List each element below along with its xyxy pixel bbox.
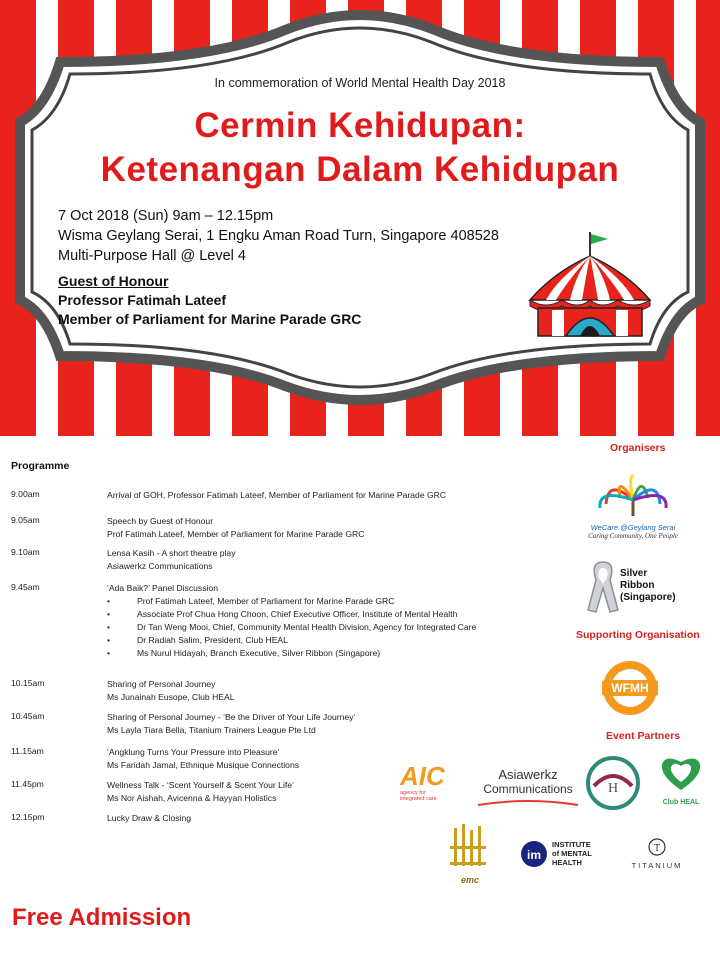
programme-description xyxy=(107,582,551,660)
programme-line: Sharing of Personal Journey xyxy=(107,679,216,689)
clubheal-heart-icon xyxy=(656,752,706,794)
event-subtitle: In commemoration of World Mental Health Day 2018 xyxy=(214,76,506,90)
programme-time: 11.45pm xyxy=(11,779,44,789)
programme-line: Ms Faridah Jamal, Ethnique Musique Connections xyxy=(107,760,300,770)
clubheal-text: Club HEAL xyxy=(662,799,700,806)
imh-line1: INSTITUTE xyxy=(552,840,591,849)
wecare-logo xyxy=(578,474,688,544)
programme-time: 11.15am xyxy=(11,746,44,756)
programme-description xyxy=(107,515,551,541)
aic-text: AIC xyxy=(400,761,445,791)
programme-description xyxy=(107,547,551,573)
panelist-item: • Dr Tan Weng Mooi, Chief, Community Mental Health Division, Agency for Integrated Care xyxy=(107,621,551,634)
programme-row xyxy=(11,489,551,515)
programme-line: Ms Nor Aishah, Avicenna & Hayyan Holistics xyxy=(107,793,277,803)
avicenna-hayyan-logo xyxy=(586,756,640,810)
event-hall: Multi-Purpose Hall @ Level 4 xyxy=(58,248,246,264)
titanium-logo xyxy=(622,838,692,872)
programme-line: Speech by Guest of Honour xyxy=(107,516,214,526)
titanium-emblem-icon xyxy=(648,838,666,856)
programme-time: 9.05am xyxy=(11,515,40,525)
emc-logo xyxy=(446,822,494,884)
guest-heading: Guest of Honour xyxy=(58,273,169,289)
partners-heading: Event Partners xyxy=(606,730,681,742)
asiawerkz-sub: Communications xyxy=(483,782,573,796)
programme-line: Lensa Kasih - A short theatre play xyxy=(107,548,236,558)
programme-row xyxy=(11,547,551,582)
emc-angklung-icon xyxy=(446,822,494,872)
programme-time: 9.00am xyxy=(11,489,40,499)
panelist-item: • Dr Radiah Salim, President, Club HEAL xyxy=(107,634,551,647)
programme-title: Programme xyxy=(11,460,70,472)
clubheal-logo xyxy=(656,752,706,808)
wfmh-logo xyxy=(588,660,672,716)
emc-text: emc xyxy=(460,875,479,885)
aic-sub2: integrated care xyxy=(400,796,437,802)
panelist-item: • Prof Fatimah Lateef, Member of Parliament for Marine Parade GRC xyxy=(107,595,551,608)
wecare-tree-icon xyxy=(578,474,688,518)
programme-line: Sharing of Personal Journey - ‘Be the Driver of Your Life Journey’ xyxy=(107,712,356,722)
svg-text:H: H xyxy=(607,781,619,796)
guest-name: Professor Fatimah Lateef xyxy=(58,292,227,308)
silver-ribbon-line3: (Singapore) xyxy=(620,592,676,603)
svg-text:im: im xyxy=(526,848,542,862)
programme-description xyxy=(107,711,551,737)
silver-ribbon-icon xyxy=(586,558,620,614)
imh-line2: of MENTAL xyxy=(552,849,592,858)
page-title-line2: Ketenangan Dalam Kehidupan xyxy=(100,150,620,189)
titanium-text: TITANIUM xyxy=(631,861,683,870)
wfmh-text: WFMH xyxy=(611,681,649,695)
guest-role: Member of Parliament for Marine Parade GRC xyxy=(58,311,362,327)
programme-line: Lucky Draw & Closing xyxy=(107,813,192,823)
asiawerkz-swoosh-icon xyxy=(474,799,582,809)
programme-time: 9.45am xyxy=(11,582,40,592)
event-info xyxy=(58,206,499,266)
programme-line: Ms Layla Tiara Bella, Titanium Trainers League Pte Ltd xyxy=(107,725,316,735)
supporting-heading: Supporting Organisation xyxy=(576,629,700,641)
programme-line: ‘Ada Baik?’ Panel Discussion xyxy=(107,583,218,593)
panelist-item: • Ms Nurul Hidayah, Branch Executive, Silver Ribbon (Singapore) xyxy=(107,647,551,660)
wecare-tagline: Caring Community, One People xyxy=(588,532,678,540)
silver-ribbon-line2: Ribbon xyxy=(620,580,655,591)
programme-time: 12.15pm xyxy=(11,812,45,822)
page-title-line1: Cermin Kehidupan: xyxy=(194,106,526,145)
imh-logo xyxy=(520,838,620,872)
programme-line: Prof Fatimah Lateef, Member of Parliament for Marine Parade GRC xyxy=(107,529,365,539)
imh-emblem-icon xyxy=(520,840,548,868)
programme-time: 10.15am xyxy=(11,678,45,688)
aic-logo xyxy=(400,762,474,806)
programme-line: Arrival of GOH, Professor Fatimah Lateef, Member of Parliament for Marine Parade GRC xyxy=(107,490,447,500)
event-venue: Wisma Geylang Serai, 1 Engku Aman Road Turn, Singapore 408528 xyxy=(58,228,499,244)
programme-time: 10.45am xyxy=(11,711,45,721)
circus-tent-icon xyxy=(526,230,656,340)
silver-ribbon-line1: Silver xyxy=(620,568,648,579)
asiawerkz-logo xyxy=(474,768,582,808)
event-date: 7 Oct 2018 (Sun) 9am – 12.15pm xyxy=(58,208,274,224)
programme-description xyxy=(107,489,551,502)
programme-row xyxy=(11,582,551,678)
asiawerkz-text: Asiawerkz xyxy=(498,767,558,782)
programme-time: 9.10am xyxy=(11,547,40,557)
imh-line3: HEALTH xyxy=(552,858,582,867)
programme-line: Wellness Talk - ‘Scent Yourself & Scent Your Life’ xyxy=(107,780,294,790)
aic-sub1: agency for xyxy=(400,790,426,796)
circus-banner xyxy=(0,0,720,436)
programme-line: Ms Junainah Eusope, Club HEAL xyxy=(107,692,235,702)
programme-line: ‘Angklung Turns Your Pressure into Pleasure’ xyxy=(107,747,280,757)
programme-row xyxy=(11,515,551,547)
svg-text:T: T xyxy=(653,843,661,854)
free-admission: Free Admission xyxy=(12,904,192,931)
silver-ribbon-logo xyxy=(586,558,686,618)
guest-of-honour xyxy=(58,272,361,329)
programme-line: Asiawerkz Communications xyxy=(107,561,213,571)
programme-row xyxy=(11,678,551,711)
organisers-heading: Organisers xyxy=(610,442,666,454)
panelist-item: • Associate Prof Chua Hong Choon, Chief Executive Officer, Institute of Mental Health xyxy=(107,608,551,621)
programme-description xyxy=(107,678,551,704)
programme-row xyxy=(11,711,551,746)
wecare-name: WeCare @Geylang Serai xyxy=(590,523,676,532)
panel-list xyxy=(107,595,551,660)
